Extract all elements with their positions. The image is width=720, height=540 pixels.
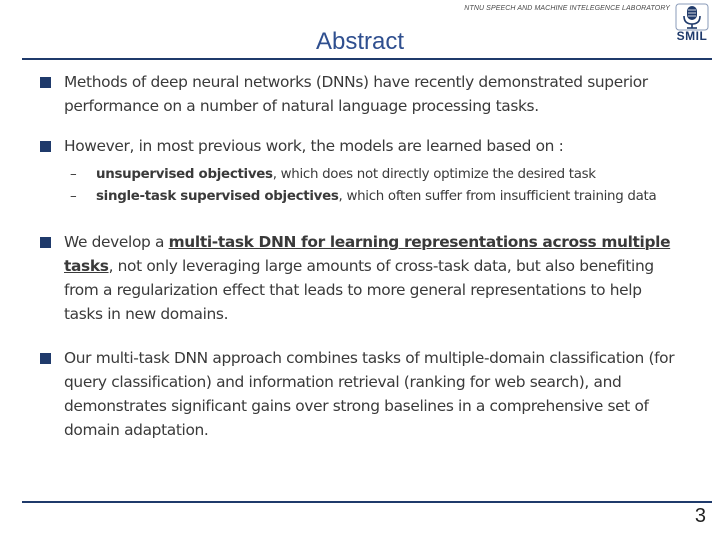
sub-bullet-emphasis: unsupervised objectives xyxy=(96,167,273,182)
footer-divider xyxy=(22,501,712,503)
bullet-item xyxy=(40,134,680,158)
bullet-emphasis: multi-task DNN for learning representations across multiple tasks xyxy=(64,233,671,275)
sub-bullet-list xyxy=(40,164,680,208)
microphone-icon xyxy=(675,3,709,31)
bullet-text: Methods of deep neural networks (DNNs) have recently demonstrated superior performance on a number of natural language processing tasks. xyxy=(64,73,648,115)
bullet-item xyxy=(40,70,680,118)
sub-bullet-item xyxy=(64,164,680,186)
bullet-text: However, in most previous work, the models are learned based on : xyxy=(64,137,564,155)
bullet-list xyxy=(40,70,680,442)
sub-bullet-emphasis: single-task supervised objectives xyxy=(96,189,339,204)
sub-bullet-item xyxy=(64,186,680,208)
sub-bullet-text: , which often suffer from insufficient training data xyxy=(338,189,657,204)
sub-bullet-text: , which does not directly optimize the desired task xyxy=(272,167,596,182)
logo-text: SMIL xyxy=(676,29,708,43)
bullet-item xyxy=(40,230,680,326)
title-divider xyxy=(22,58,712,60)
bullet-text-rest: , not only leveraging large amounts of cross-task data, but also benefiting from a regularization effect that leads to more general representations to help tasks in new domains. xyxy=(64,257,654,323)
square-bullet-icon xyxy=(40,237,51,248)
dash-bullet: – xyxy=(70,167,77,182)
slide-title: Abstract xyxy=(315,28,405,55)
lab-name: NTNU SPEECH AND MACHINE INTELEGENCE LABORATORY xyxy=(464,5,670,12)
dash-bullet: – xyxy=(70,189,77,204)
bullet-item xyxy=(40,346,680,442)
square-bullet-icon xyxy=(40,141,51,152)
square-bullet-icon xyxy=(40,77,51,88)
bullet-text: We develop a xyxy=(64,233,169,251)
square-bullet-icon xyxy=(40,353,51,364)
bullet-text: Our multi-task DNN approach combines tasks of multiple-domain classification (for query classification) and information retrieval (ranking for web search), and demonstrates significant gains over strong baselines in a comprehensive set of domain adaptation. xyxy=(64,349,675,439)
page-number: 3 xyxy=(694,505,706,527)
